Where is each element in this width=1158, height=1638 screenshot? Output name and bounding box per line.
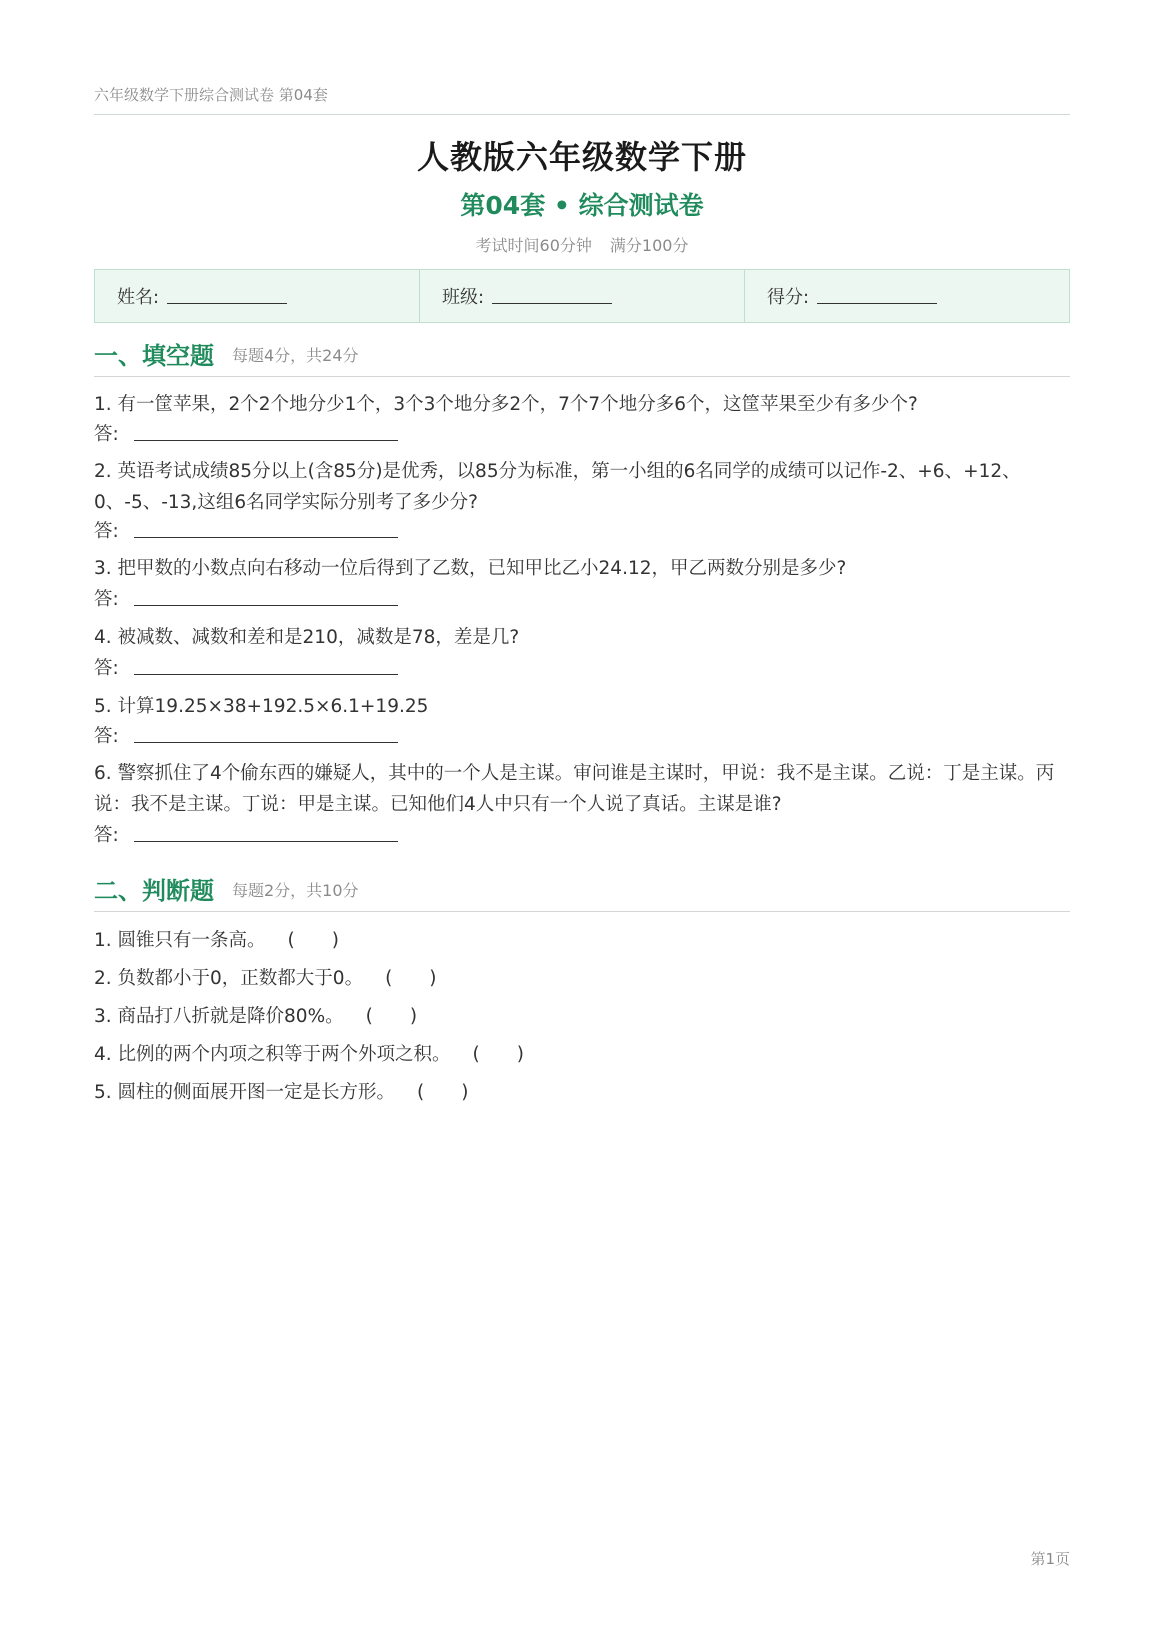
score-cell bbox=[745, 270, 1069, 322]
name-blank[interactable] bbox=[167, 289, 287, 304]
class-label: 班级: bbox=[442, 287, 485, 308]
answer-line[interactable] bbox=[134, 841, 398, 842]
section-title: 一、填空题 bbox=[94, 342, 214, 370]
header-divider bbox=[94, 114, 1070, 115]
answer-line[interactable] bbox=[134, 605, 398, 606]
answer-parentheses[interactable]: ( ) bbox=[287, 930, 339, 951]
class-cell bbox=[420, 270, 745, 322]
exam-full-score: 满分100分 bbox=[609, 236, 689, 255]
judge-text: 5. 圆柱的侧面展开图一定是长方形。 bbox=[94, 1082, 396, 1103]
answer-parentheses[interactable]: ( ) bbox=[365, 1006, 418, 1027]
judge-question-5 bbox=[94, 1078, 468, 1104]
answer-label: 答: bbox=[94, 589, 119, 610]
exam-info bbox=[94, 233, 1070, 256]
section-true-false-header bbox=[94, 871, 1070, 912]
page-title: 人教版六年级数学下册 bbox=[416, 138, 747, 176]
judge-question-3 bbox=[94, 1002, 417, 1028]
section-title: 二、判断题 bbox=[94, 877, 214, 905]
judge-text: 4. 比例的两个内项之积等于两个外项之积。 bbox=[94, 1044, 451, 1065]
class-blank[interactable] bbox=[492, 289, 612, 304]
page-subtitle: 第04套 • 综合测试卷 bbox=[460, 191, 704, 220]
answer-line[interactable] bbox=[134, 537, 398, 538]
question-4: 4. 被减数、减数和差和是210，减数是78，差是几? bbox=[94, 627, 520, 648]
question-3: 3. 把甲数的小数点向右移动一位后得到了乙数，已知甲比乙小24.12，甲乙两数分别是多少? bbox=[94, 558, 847, 579]
judge-question-4 bbox=[94, 1040, 524, 1066]
answer-label: 答: bbox=[94, 521, 119, 542]
judge-text: 3. 商品打八折就是降价80%。 bbox=[94, 1006, 344, 1027]
judge-text: 2. 负数都小于0，正数都大于0。 bbox=[94, 968, 364, 989]
answer-line[interactable] bbox=[134, 440, 398, 441]
question-2: 2. 英语考试成绩85分以上(含85分)是优秀，以85分为标准，第一小组的6名同学的成绩可以记作-2、+6、+12、0、-5、-13,这组6名同学实际分别考了多少分? bbox=[94, 461, 1021, 513]
answer-parentheses[interactable]: ( ) bbox=[472, 1044, 524, 1065]
section-note: 每题2分，共10分 bbox=[232, 881, 359, 900]
question-6: 6. 警察抓住了4个偷东西的嫌疑人，其中的一个人是主谋。审问谁是主谋时，甲说：我不是主谋。乙说：丁是主谋。丙说：我不是主谋。丁说：甲是主谋。已知他们4人中只有一个人说了真话。主谋是谁? bbox=[94, 763, 1055, 815]
section-note: 每题4分，共24分 bbox=[232, 346, 359, 365]
page-number: 第1页 bbox=[1030, 1550, 1070, 1568]
score-blank[interactable] bbox=[817, 289, 937, 304]
answer-line[interactable] bbox=[134, 674, 398, 675]
question-1: 1. 有一筐苹果，2个2个地分少1个，3个3个地分多2个，7个7个地分多6个，这筐苹果至少有多少个? bbox=[94, 394, 918, 415]
judge-text: 1. 圆锥只有一条高。 bbox=[94, 930, 266, 951]
answer-label: 答: bbox=[94, 726, 119, 747]
name-label: 姓名: bbox=[117, 287, 160, 308]
section-fill-blank-header bbox=[94, 336, 1070, 377]
question-5: 5. 计算19.25×38+192.5×6.1+19.25 bbox=[94, 696, 429, 717]
score-label: 得分: bbox=[767, 287, 810, 308]
answer-parentheses[interactable]: ( ) bbox=[417, 1082, 469, 1103]
exam-time: 考试时间60分钟 bbox=[475, 236, 592, 255]
name-cell bbox=[95, 270, 420, 322]
student-info-box bbox=[94, 269, 1070, 323]
exam-page bbox=[94, 0, 1070, 1638]
answer-label: 答: bbox=[94, 658, 119, 679]
running-header: 六年级数学下册综合测试卷 第04套 bbox=[94, 86, 328, 104]
answer-label: 答: bbox=[94, 825, 119, 846]
judge-question-1 bbox=[94, 926, 339, 952]
answer-label: 答: bbox=[94, 424, 119, 445]
answer-parentheses[interactable]: ( ) bbox=[385, 968, 437, 989]
answer-line[interactable] bbox=[134, 742, 398, 743]
judge-question-2 bbox=[94, 964, 437, 990]
